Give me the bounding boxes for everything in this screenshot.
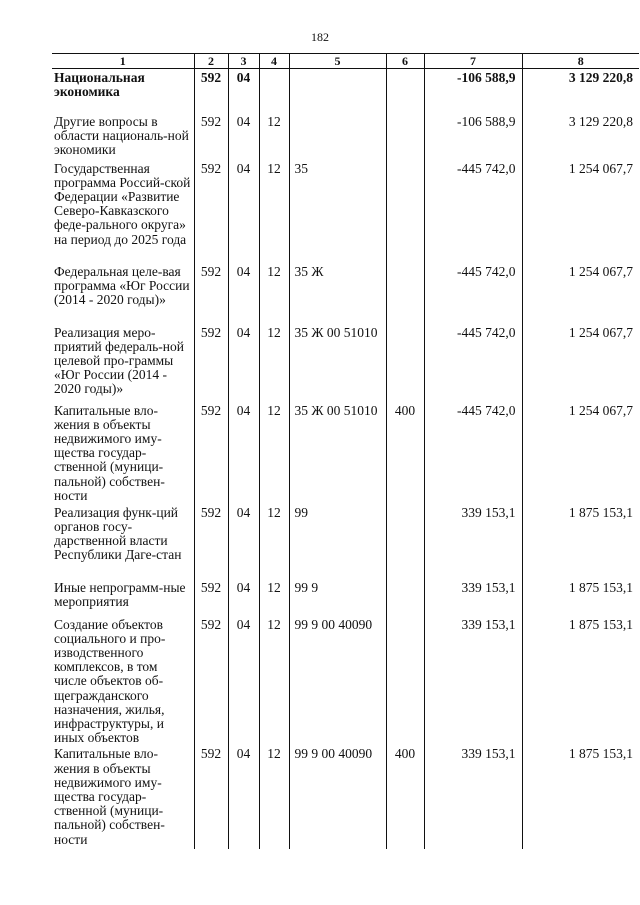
total-amount-cell: 1 254 067,7 [522,324,639,402]
target-article-cell: 99 9 [289,579,386,616]
target-article-cell [289,113,386,160]
total-amount-cell: 3 129 220,8 [522,69,639,113]
section-code-cell: 04 [228,504,259,579]
change-amount-cell: 339 153,1 [424,504,522,579]
ministry-code-cell: 592 [194,616,228,746]
total-amount-cell: 1 875 153,1 [522,579,639,616]
item-name-cell: Федеральная целе-вая программа «Юг России (2014 - 2020 годы)» [54,263,190,307]
change-amount-cell: -106 588,9 [424,69,522,113]
target-article-cell [289,69,386,113]
expense-type-cell [386,324,424,402]
subsection-code-cell: 12 [259,745,289,849]
section-code-cell: 04 [228,402,259,504]
target-article-cell: 35 Ж 00 51010 [289,402,386,504]
ministry-code-cell: 592 [194,324,228,402]
item-name-cell: Создание объектов социального и про-изводственного комплексов, в том числе объектов об-щегражданского назначения, жилья, инфраструктуры, и иных объектов [54,616,166,746]
column-number-header-row [52,54,639,69]
change-amount-cell: -106 588,9 [424,113,522,160]
table-row [52,113,639,160]
table-row [52,324,639,402]
expense-type-cell [386,504,424,579]
change-amount-cell: 339 153,1 [424,616,522,746]
expense-type-cell [386,616,424,746]
subsection-code-cell: 12 [259,504,289,579]
item-name-cell: Реализация меро-приятий федераль-ной целевой про-граммы «Юг России (2014 - 2020 годы)» [54,324,185,397]
table-row [52,263,639,324]
ministry-code-cell: 592 [194,69,228,113]
target-article-cell: 35 Ж 00 51010 [289,324,386,402]
page-number: 182 [311,30,329,44]
ministry-code-cell: 592 [194,263,228,324]
subsection-code-cell: 12 [259,324,289,402]
expense-type-cell: 400 [386,402,424,504]
table-row [52,402,639,504]
target-article-cell: 35 Ж [289,263,386,324]
section-code-cell: 04 [228,324,259,402]
column-header: 6 [386,54,424,69]
section-code-cell: 04 [228,263,259,324]
change-amount-cell: -445 742,0 [424,402,522,504]
subsection-code-cell: 12 [259,402,289,504]
column-header: 8 [522,54,639,69]
change-amount-cell: -445 742,0 [424,263,522,324]
target-article-cell: 99 9 00 40090 [289,745,386,849]
ministry-code-cell: 592 [194,402,228,504]
change-amount-cell: -445 742,0 [424,324,522,402]
table-row [52,579,639,616]
total-amount-cell: 1 875 153,1 [522,745,639,849]
change-amount-cell: 339 153,1 [424,745,522,849]
total-amount-cell: 3 129 220,8 [522,113,639,160]
column-header: 4 [259,54,289,69]
total-amount-cell: 1 875 153,1 [522,504,639,579]
table-body [52,69,639,850]
target-article-cell: 99 [289,504,386,579]
item-name-cell: Национальная экономика [54,70,145,100]
section-code-cell: 04 [228,745,259,849]
target-article-cell: 35 [289,160,386,263]
subsection-code-cell: 12 [259,160,289,263]
table-row [52,160,639,263]
total-amount-cell: 1 254 067,7 [522,263,639,324]
table-row [52,69,639,113]
item-name-cell: Государственная программа Россий-ской Федерации «Развитие Северо-Кавказского феде-рального округа» на период до 2025 года [54,160,191,247]
section-code-cell: 04 [228,616,259,746]
table-row [52,745,639,849]
item-name-cell: Реализация функ-ций органов госу-дарственной власти Республики Даге-стан [54,504,182,563]
item-name-cell: Другие вопросы в области националь-ной экономики [54,113,189,157]
total-amount-cell: 1 254 067,7 [522,402,639,504]
change-amount-cell: -445 742,0 [424,160,522,263]
total-amount-cell: 1 254 067,7 [522,160,639,263]
column-header: 7 [424,54,522,69]
expense-type-cell [386,69,424,113]
column-header: 1 [52,54,194,69]
ministry-code-cell: 592 [194,745,228,849]
subsection-code-cell: 12 [259,579,289,616]
expense-type-cell [386,579,424,616]
section-code-cell: 04 [228,160,259,263]
ministry-code-cell: 592 [194,160,228,263]
section-code-cell: 04 [228,69,259,113]
section-code-cell: 04 [228,113,259,160]
column-header: 2 [194,54,228,69]
subsection-code-cell: 12 [259,113,289,160]
section-code-cell: 04 [228,579,259,616]
expense-type-cell [386,263,424,324]
target-article-cell: 99 9 00 40090 [289,616,386,746]
budget-table [52,53,639,849]
subsection-code-cell: 12 [259,263,289,324]
column-header: 3 [228,54,259,69]
total-amount-cell: 1 875 153,1 [522,616,639,746]
subsection-code-cell [259,69,289,113]
ministry-code-cell: 592 [194,504,228,579]
item-name-cell: Капитальные вло-жения в объекты недвижимого иму-щества государ-ственной (муници-пальной) собствен-ности [54,746,165,847]
table-row [52,616,639,746]
item-name-cell: Капитальные вло-жения в объекты недвижимого иму-щества государ-ственной (муници-пальной) собствен-ности [54,402,165,503]
subsection-code-cell: 12 [259,616,289,746]
ministry-code-cell: 592 [194,579,228,616]
ministry-code-cell: 592 [194,113,228,160]
item-name-cell: Иные непрограмм-ные мероприятия [54,579,186,609]
change-amount-cell: 339 153,1 [424,579,522,616]
table-row [52,504,639,579]
expense-type-cell: 400 [386,745,424,849]
expense-type-cell [386,113,424,160]
expense-type-cell [386,160,424,263]
column-header: 5 [289,54,386,69]
